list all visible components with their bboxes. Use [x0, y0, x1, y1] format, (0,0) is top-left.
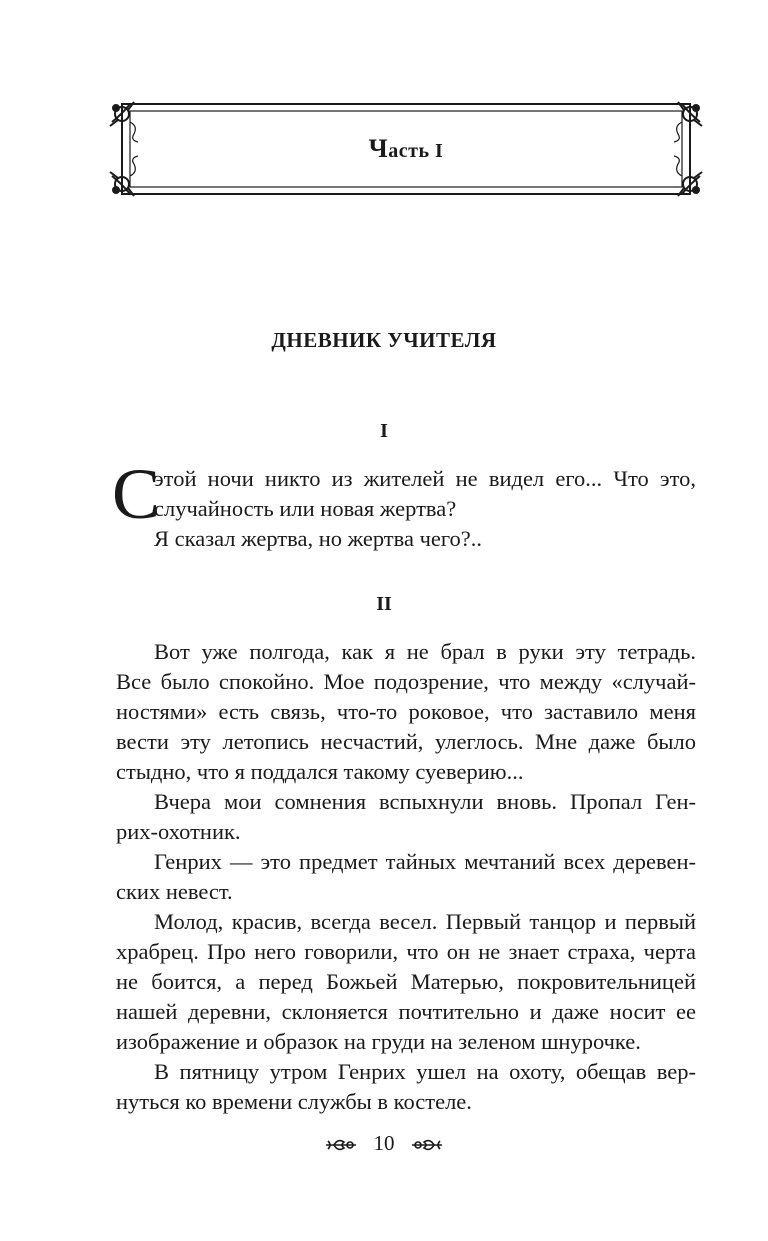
section-2-text: [116, 637, 696, 1117]
paragraph: [116, 787, 696, 817]
text-line: рих-охотник.: [116, 819, 241, 844]
fleuron-right-icon: [410, 1136, 444, 1154]
paragraph: [116, 847, 696, 877]
paragraph: [116, 907, 696, 937]
section-number: I: [380, 420, 388, 442]
page-number: 10: [373, 1131, 395, 1155]
text-line: изображение и образок на груди на зеленом шнурочке.: [116, 1029, 641, 1054]
part-title: Часть I: [368, 134, 444, 163]
text-line: вести эту летопись несчастий, улеглось. Мне даже было: [116, 729, 696, 754]
text-line: ских невест.: [116, 879, 233, 904]
text-line: Все было спокойно. Мое подозрение, что между «случай-: [116, 669, 696, 694]
paragraph: [116, 637, 696, 667]
text-line: стыдно, что я поддался такому суеверию...: [116, 759, 524, 784]
fleuron-left-icon: [324, 1136, 358, 1154]
text-line: не боится, а перед Божьей Матерью, покровительницей: [116, 969, 696, 994]
section-number: II: [376, 593, 392, 615]
section-1-text: [154, 464, 696, 554]
text-line: Вот уже полгода, как я не брал в руки эту тетрадь.: [154, 639, 696, 664]
page-number-footer: [0, 1131, 768, 1156]
drop-cap: С: [112, 454, 161, 534]
text-line: В пятницу утром Генрих ушел на охоту, обещав вер-: [154, 1059, 696, 1084]
text-line: Генрих — это предмет тайных мечтаний всех деревен-: [154, 849, 696, 874]
text-line: нашей деревни, склоняется почтительно и даже носит ее: [116, 999, 696, 1024]
chapter-title: ДНЕВНИК УЧИТЕЛЯ: [271, 328, 497, 352]
text-line: Я сказал жертва, но жертва чего?..: [154, 526, 483, 551]
text-line: случайность или новая жертва?: [154, 496, 457, 521]
text-line: ностями» есть связь, что-то роковое, что заставило меня: [116, 699, 696, 724]
text-line: Вчера мои сомнения вспыхнули вновь. Пропал Ген-: [154, 789, 696, 814]
text-line: Молод, красив, всегда весел. Первый танцор и первый: [154, 909, 696, 934]
paragraph: [116, 1057, 696, 1087]
text-line: этой ночи никто из жителей не видел его... Что это,: [154, 466, 696, 491]
part-heading-frame: [108, 100, 704, 198]
text-line: храбрец. Про него говорили, что он не знает страха, черта: [116, 939, 696, 964]
text-line: нуться ко времени службы в костеле.: [116, 1089, 472, 1114]
